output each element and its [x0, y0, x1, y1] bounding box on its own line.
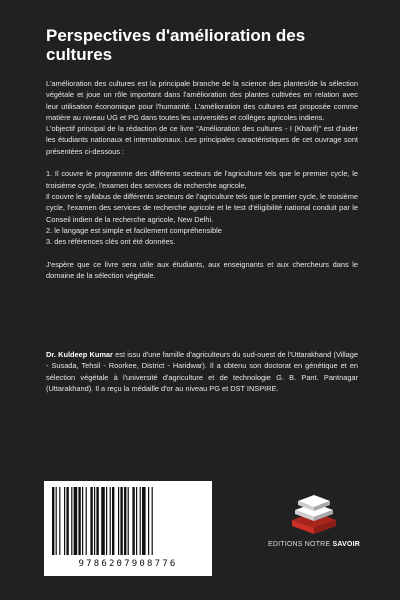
book-stack-icon: [288, 490, 340, 536]
publisher-name-bold: SAVOIR: [332, 541, 360, 548]
isbn-barcode: [44, 481, 212, 576]
paragraph: 1. Il couvre le programme des différents secteurs de l'agriculture tels que le premier cycle, le troisième cycle, l'examen des services de recherche agricole,: [46, 169, 358, 190]
author-bio: [46, 349, 358, 394]
author-bio-text: est issu d'une famille d'agriculteurs du sud-ouest de l'Uttarakhand (Village - Susada, Tehsil - Roorkee, District - Haridwar). Il a obtenu son doctorat en génétique et en sélection végétale à l'université d'agriculture et de technologie G. B. Pant. Pantnagar (Uttarakhand). Il a reçu la médaille d'or au niveau PG et DST INSPIRE.: [46, 350, 359, 393]
paragraph: J'espère que ce livre sera utile aux étudiants, aux enseignants et aux chercheurs dans le domaine de la sélection végétale.: [46, 259, 358, 281]
barcode-number: 9786207908776: [78, 559, 178, 569]
paragraph-gap: [46, 247, 358, 258]
back-cover-blurb: [46, 78, 358, 281]
paragraph: L'amélioration des cultures est la principale branche de la science des plantes/de la sélection végétale et joue un rôle important dans l'amélioration des plantes cultivées en relation avec leur utilisation économique pour l'humanité. L'amélioration des cultures est proposée comme matière au niveau UG et PG dans toutes les universités et collèges agricoles indiens.: [46, 79, 358, 122]
publisher-name-prefix: EDITIONS NOTRE: [268, 541, 333, 548]
publisher-logo: [258, 490, 370, 560]
book-title: Perspectives d'amélioration des cultures: [46, 26, 306, 64]
publisher-name: [258, 541, 370, 548]
paragraph: 3. des références clés ont été données.: [46, 237, 176, 247]
paragraph: L'objectif principal de la rédaction de ce livre "Amélioration des cultures - I (Kharif)" est d'aider les étudiants nationaux et internationaux. Les principales caractéristiques de cet ouvrage sont présentées ci-dessous :: [46, 124, 358, 156]
barcode-bars: [52, 487, 204, 557]
author-name: Dr. Kuldeep Kumar: [46, 350, 113, 359]
paragraph: 2. le langage est simple et facilement compréhensible: [46, 225, 222, 235]
paragraph-gap: [46, 157, 358, 168]
paragraph: Il couvre le syllabus de différents secteurs de l'agriculture tels que le premier cycle, le troisième cycle, l'examen des services de recherche agricole et le test d'éligibilité national conduit par le Conseil indien de la recherche agricole, New Delhi.: [46, 191, 358, 224]
